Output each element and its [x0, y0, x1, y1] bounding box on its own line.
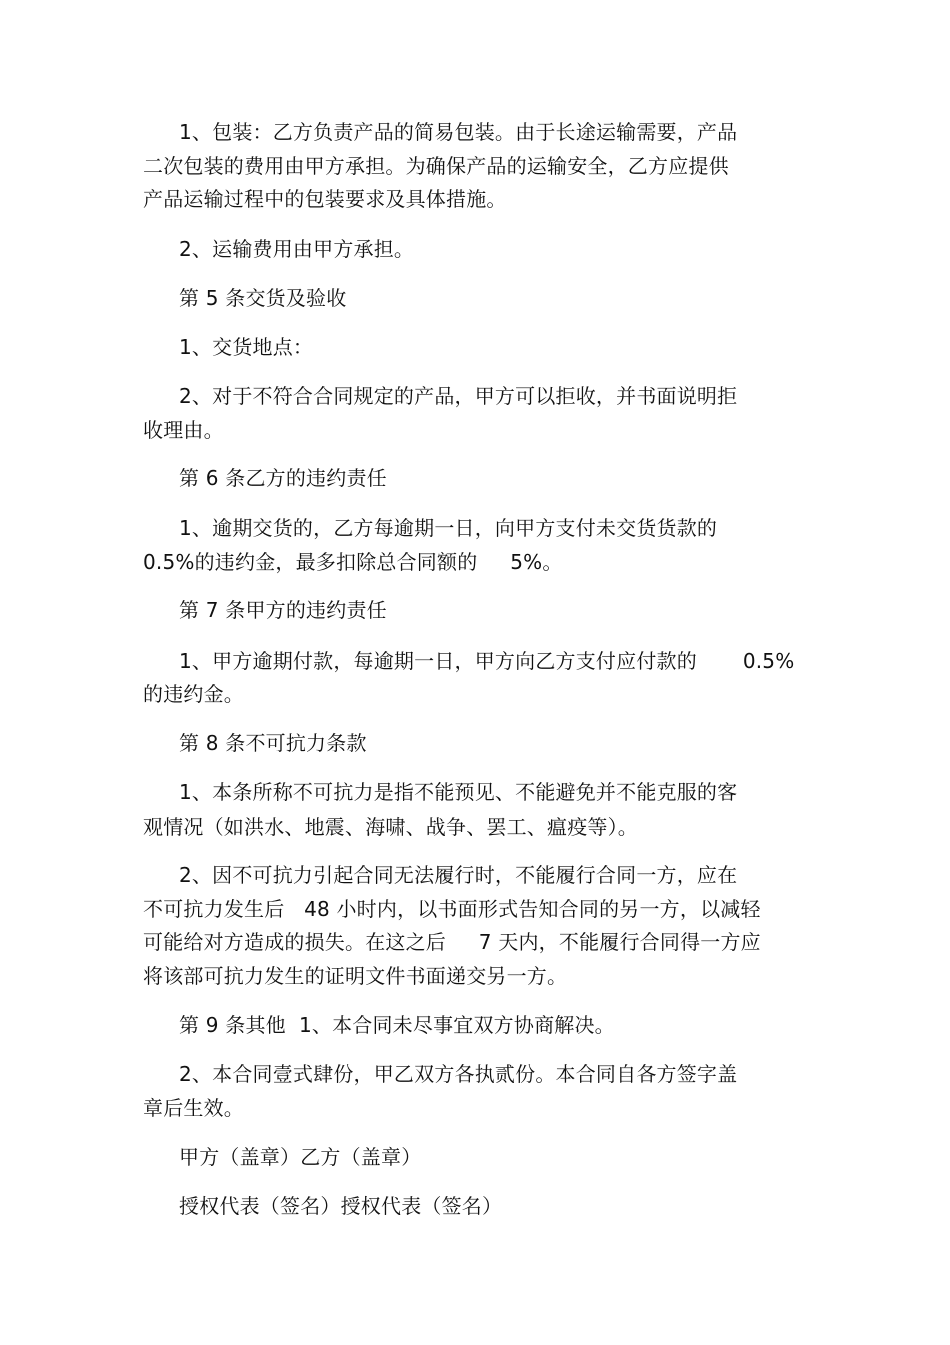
signature-line-seal: 甲方（盖章）乙方（盖章）: [179, 1145, 422, 1169]
text-line: 收理由。: [143, 418, 224, 442]
text-line: 1、包装：乙方负责产品的简易包装。由于长途运输需要，产品: [179, 120, 738, 144]
section-heading: 第 9 条其他 1、本合同未尽事宜双方协商解决。: [179, 1013, 615, 1037]
text-line: 的违约金。: [143, 682, 244, 706]
text-line: 2、对于不符合合同规定的产品，甲方可以拒收，并书面说明拒: [179, 384, 738, 408]
text-line: 1、交货地点：: [179, 335, 314, 359]
text-line: 可能给对方造成的损失。在这之后 7 天内，不能履行合同得一方应: [143, 930, 761, 954]
section-heading: 第 7 条甲方的违约责任: [179, 598, 387, 622]
section-heading: 第 5 条交货及验收: [179, 286, 347, 310]
signature-line-representative: 授权代表（签名）授权代表（签名）: [179, 1194, 503, 1218]
text-line: 二次包装的费用由甲方承担。为确保产品的运输安全，乙方应提供: [143, 154, 729, 178]
text-line: 章后生效。: [143, 1096, 244, 1120]
text-line: 2、本合同壹式肆份，甲乙双方各执贰份。本合同自各方签字盖: [179, 1062, 738, 1086]
text-line: 观情况（如洪水、地震、海啸、战争、罢工、瘟疫等）。: [143, 815, 638, 839]
section-heading: 第 6 条乙方的违约责任: [179, 466, 387, 490]
text-line: 2、因不可抗力引起合同无法履行时，不能履行合同一方，应在: [179, 863, 738, 887]
text-line: 将该部可抗力发生的证明文件书面递交另一方。: [143, 964, 568, 988]
text-line: 1、本条所称不可抗力是指不能预见、不能避免并不能克服的客: [179, 780, 738, 804]
text-line: 1、逾期交货的，乙方每逾期一日，向甲方支付未交货货款的: [179, 516, 718, 540]
section-heading: 第 8 条不可抗力条款: [179, 731, 367, 755]
text-line: 2、运输费用由甲方承担。: [179, 237, 415, 261]
text-line: 产品运输过程中的包装要求及具体措施。: [143, 187, 507, 211]
text-line: 1、甲方逾期付款，每逾期一日，甲方向乙方支付应付款的 0.5%: [179, 649, 795, 673]
text-line: 0.5%的违约金，最多扣除总合同额的 5%。: [143, 550, 563, 574]
text-line: 不可抗力发生后 48 小时内，以书面形式告知合同的另一方，以减轻: [143, 897, 761, 921]
